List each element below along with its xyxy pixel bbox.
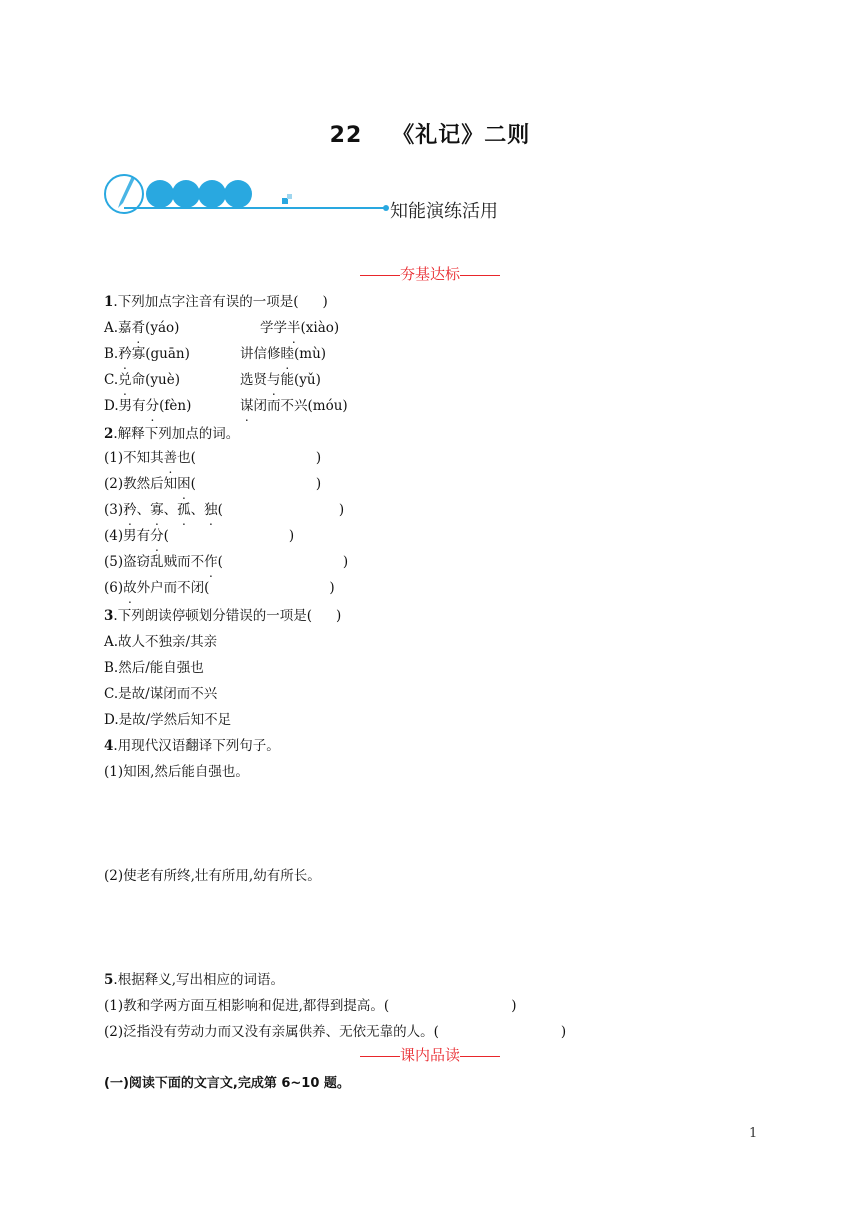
q1-option-a2: 学学半(xiào): [260, 320, 340, 336]
q5-item-2: (2)泛指没有劳动力而又没有亲属供养、无依无靠的人。( ): [104, 1024, 567, 1040]
q4-sentence-1: (1)知困,然后能自强也。: [104, 764, 249, 780]
q2-item-1: (1)不知其善也( ): [104, 450, 322, 466]
q1-option-d: D.男有分(fèn): [104, 398, 192, 414]
banner-label: 知能演练活用: [390, 201, 498, 222]
q1-option-b: B.矜寡(guān): [104, 346, 190, 362]
section-heading-reading: 课内品读: [0, 1044, 860, 1065]
q3-stem: 3.下列朗读停顿划分错误的一项是( ): [104, 608, 342, 624]
q1-option-c2: 选贤与能(yǔ): [240, 372, 321, 388]
q1-option-d2: 谋闭而不兴(móu): [240, 398, 348, 414]
q5-stem: 5.根据释义,写出相应的词语。: [104, 972, 284, 988]
q3-option-d: D.是故/学然后知不足: [104, 712, 232, 728]
q1-option-b2: 讲信修睦(mù): [240, 346, 327, 362]
q2-item-4: (4)男有分( ): [104, 528, 295, 544]
q5-item-1: (1)教和学两方面互相影响和促进,都得到提高。( ): [104, 998, 517, 1014]
q3-option-c: C.是故/谋闭而不兴: [104, 686, 218, 702]
q1-stem: 1.下列加点字注音有误的一项是( ): [104, 294, 328, 310]
q4-stem: 4.用现代汉语翻译下列句子。: [104, 738, 280, 754]
q3-option-a: A.故人不独亲/其亲: [104, 634, 218, 650]
q3-option-b: B.然后/能自强也: [104, 660, 204, 676]
q2-item-3: (3)矜、寡、孤、独( ): [104, 502, 345, 518]
page-title: [0, 118, 860, 149]
q2-item-6: (6)故外户而不闭( ): [104, 580, 335, 596]
q2-item-2: (2)教然后知困( ): [104, 476, 322, 492]
lesson-title: 《礼记》二则: [392, 123, 531, 148]
reading-part-1-instruction: (一)阅读下面的文言文,完成第 6~10 题。: [104, 1076, 350, 1091]
section-heading-basic: 夯基达标: [0, 263, 860, 284]
lesson-number: 22: [329, 123, 363, 148]
page-number: 1: [749, 1126, 758, 1141]
q1-option-c: C.兑命(yuè): [104, 372, 180, 388]
q4-sentence-2: (2)使老有所终,壮有所用,幼有所长。: [104, 868, 321, 884]
q1-option-a: A.嘉肴(yáo): [104, 320, 180, 336]
q2-stem: 2.解释下列加点的词。: [104, 426, 240, 442]
q2-item-5: (5)盗窃乱贼而不作( ): [104, 554, 349, 570]
